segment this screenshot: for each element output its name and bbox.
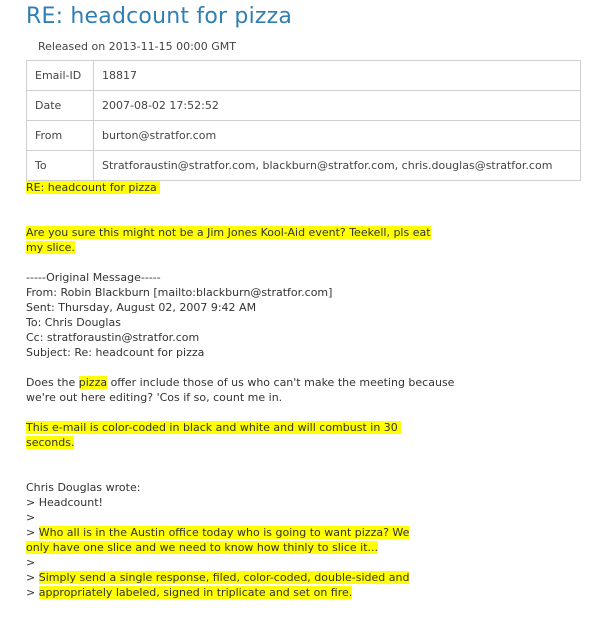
quote-attribution: Chris Douglas wrote:	[26, 481, 141, 494]
meta-key: To	[27, 151, 94, 181]
meta-value: 18817	[94, 61, 581, 91]
email-body	[26, 180, 586, 600]
question-text: Does the	[26, 376, 79, 389]
quote-text: Who all is in the Austin office today who is going to want pizza? We	[38, 526, 410, 539]
meta-value: burton@stratfor.com	[94, 121, 581, 151]
meta-value: Stratforaustin@stratfor.com, blackburn@stratfor.com, chris.douglas@stratfor.com	[94, 151, 581, 181]
meta-value: 2007-08-02 17:52:52	[94, 91, 581, 121]
quote-prefix: >	[26, 586, 39, 599]
question-text: we're out here editing? 'Cos if so, count me in.	[26, 391, 283, 404]
quote-text: appropriately labeled, signed in triplicate and set on fire.	[38, 586, 353, 599]
quote-prefix: >	[26, 526, 39, 539]
question-text: offer include those of us who can't make the meeting because	[107, 376, 455, 389]
page-title: RE: headcount for pizza	[26, 4, 293, 29]
quote-prefix: >	[26, 571, 39, 584]
reply-line: my slice.	[26, 241, 75, 254]
table-row	[27, 91, 581, 121]
release-date: Released on 2013-11-15 00:00 GMT	[38, 40, 237, 53]
original-message-header: -----Original Message-----	[26, 271, 161, 284]
original-to: To: Chris Douglas	[26, 316, 121, 329]
quote-text: only have one slice and we need to know how thinly to slice it...	[26, 541, 379, 554]
quote-prefix: >	[26, 556, 36, 569]
quote-text: Simply send a single response, filed, color-coded, double-sided and	[38, 571, 410, 584]
subject-line: RE: headcount for pizza	[26, 181, 161, 194]
quote-text: Headcount!	[38, 496, 103, 509]
reply-line: Are you sure this might not be a Jim Jones Kool-Aid event? Teekell, pls eat	[26, 226, 431, 239]
table-row	[27, 61, 581, 91]
quote-prefix: >	[26, 496, 39, 509]
meta-key: Email-ID	[27, 61, 94, 91]
original-from: From: Robin Blackburn [mailto:blackburn@stratfor.com]	[26, 286, 333, 299]
quote-prefix: >	[26, 511, 36, 524]
table-row	[27, 121, 581, 151]
original-sent: Sent: Thursday, August 02, 2007 9:42 AM	[26, 301, 257, 314]
color-coded-line: seconds.	[26, 436, 75, 449]
meta-key: From	[27, 121, 94, 151]
email-metadata-table	[26, 60, 581, 181]
highlighted-word: pizza	[78, 376, 108, 389]
table-row	[27, 151, 581, 181]
original-subject: Subject: Re: headcount for pizza	[26, 346, 205, 359]
color-coded-line: This e-mail is color-coded in black and white and will combust in 30	[26, 421, 402, 434]
meta-key: Date	[27, 91, 94, 121]
original-cc: Cc: stratforaustin@stratfor.com	[26, 331, 200, 344]
